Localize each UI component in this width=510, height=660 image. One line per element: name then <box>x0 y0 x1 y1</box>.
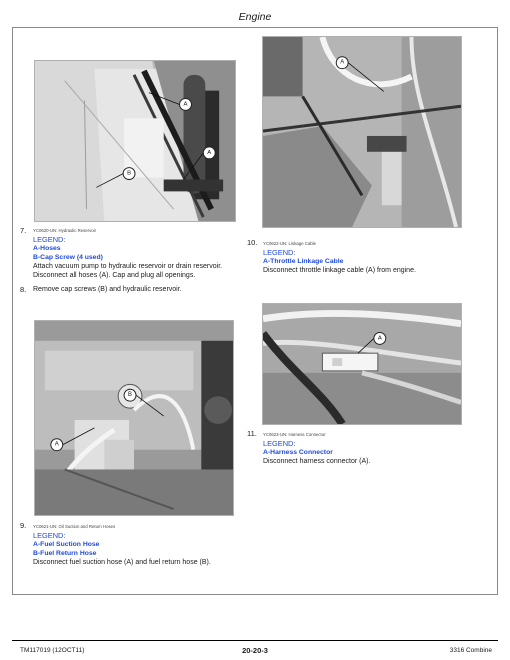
figure-reference: YC0623-UN: Harness Connector <box>263 432 326 437</box>
callout-a <box>336 57 348 69</box>
legend-title: LEGEND: <box>263 248 296 257</box>
photo-linkage-cable <box>262 36 462 228</box>
footer-doc-id: TM117019 (12OCT11) <box>20 647 85 654</box>
step-10 <box>263 239 493 275</box>
legend-item: B-Cap Screw (4 used) <box>33 254 103 261</box>
callout-a-second <box>203 147 215 159</box>
callout-a <box>180 99 192 111</box>
photo-hydraulic-reservoir <box>34 60 236 222</box>
legend-title: LEGEND: <box>33 235 66 244</box>
step-number: 10. <box>247 238 258 247</box>
svg-text:B: B <box>128 392 133 399</box>
photo-fuel-hoses <box>34 320 234 516</box>
instruction-text: Remove cap screws (B) and hydraulic reservoir. <box>33 286 182 293</box>
step-number: 8. <box>20 285 27 294</box>
figure-reference: YC0622-UN: Linkage Cable <box>263 241 317 246</box>
instruction-text: Attach vacuum pump to hydraulic reservoir or drain reservoir. <box>33 263 223 270</box>
svg-text:A: A <box>340 59 345 66</box>
svg-text:A: A <box>377 335 382 342</box>
svg-text:B: B <box>127 170 132 177</box>
footer-divider <box>12 640 498 641</box>
callout-b <box>124 389 136 401</box>
legend-item: A-Hoses <box>33 245 61 252</box>
instruction-text: Disconnect fuel suction hose (A) and fuel return hose (B). <box>33 559 211 566</box>
legend-item: A-Harness Connector <box>263 449 333 456</box>
legend-item: A-Throttle Linkage Cable <box>263 258 344 265</box>
legend-item: B-Fuel Return Hose <box>33 550 97 557</box>
step-number: 11. <box>247 429 257 438</box>
svg-text:A: A <box>183 101 188 108</box>
instruction-text: Disconnect throttle linkage cable (A) from engine. <box>263 267 416 274</box>
callout-b <box>123 168 135 180</box>
instruction-text: Disconnect harness connector (A). <box>263 458 371 465</box>
svg-text:A: A <box>207 149 212 156</box>
step-11 <box>263 430 493 466</box>
figure-reference: YC0620-UN: Hydraulic Reservoir <box>33 228 97 233</box>
callout-a <box>51 439 63 451</box>
callout-a <box>374 333 386 345</box>
footer-page-number: 20-20-3 <box>242 646 268 655</box>
footer-product: 3316 Combine <box>449 647 492 654</box>
section-title: Engine <box>238 11 272 23</box>
legend-title: LEGEND: <box>33 531 66 540</box>
figure-reference: YC0621-UN: Oil Suction and Return Hoses <box>33 524 116 529</box>
photo-harness-connector <box>262 303 462 425</box>
step-9 <box>33 522 263 567</box>
instruction-text: Disconnect all hoses (A). Cap and plug all openings. <box>33 272 196 279</box>
legend-title: LEGEND: <box>263 439 296 448</box>
step-number: 9. <box>20 521 27 530</box>
step-8 <box>33 285 263 294</box>
step-number: 7. <box>20 226 27 235</box>
legend-item: A-Fuel Suction Hose <box>33 541 100 548</box>
svg-text:A: A <box>54 441 59 448</box>
step-7 <box>33 226 263 280</box>
